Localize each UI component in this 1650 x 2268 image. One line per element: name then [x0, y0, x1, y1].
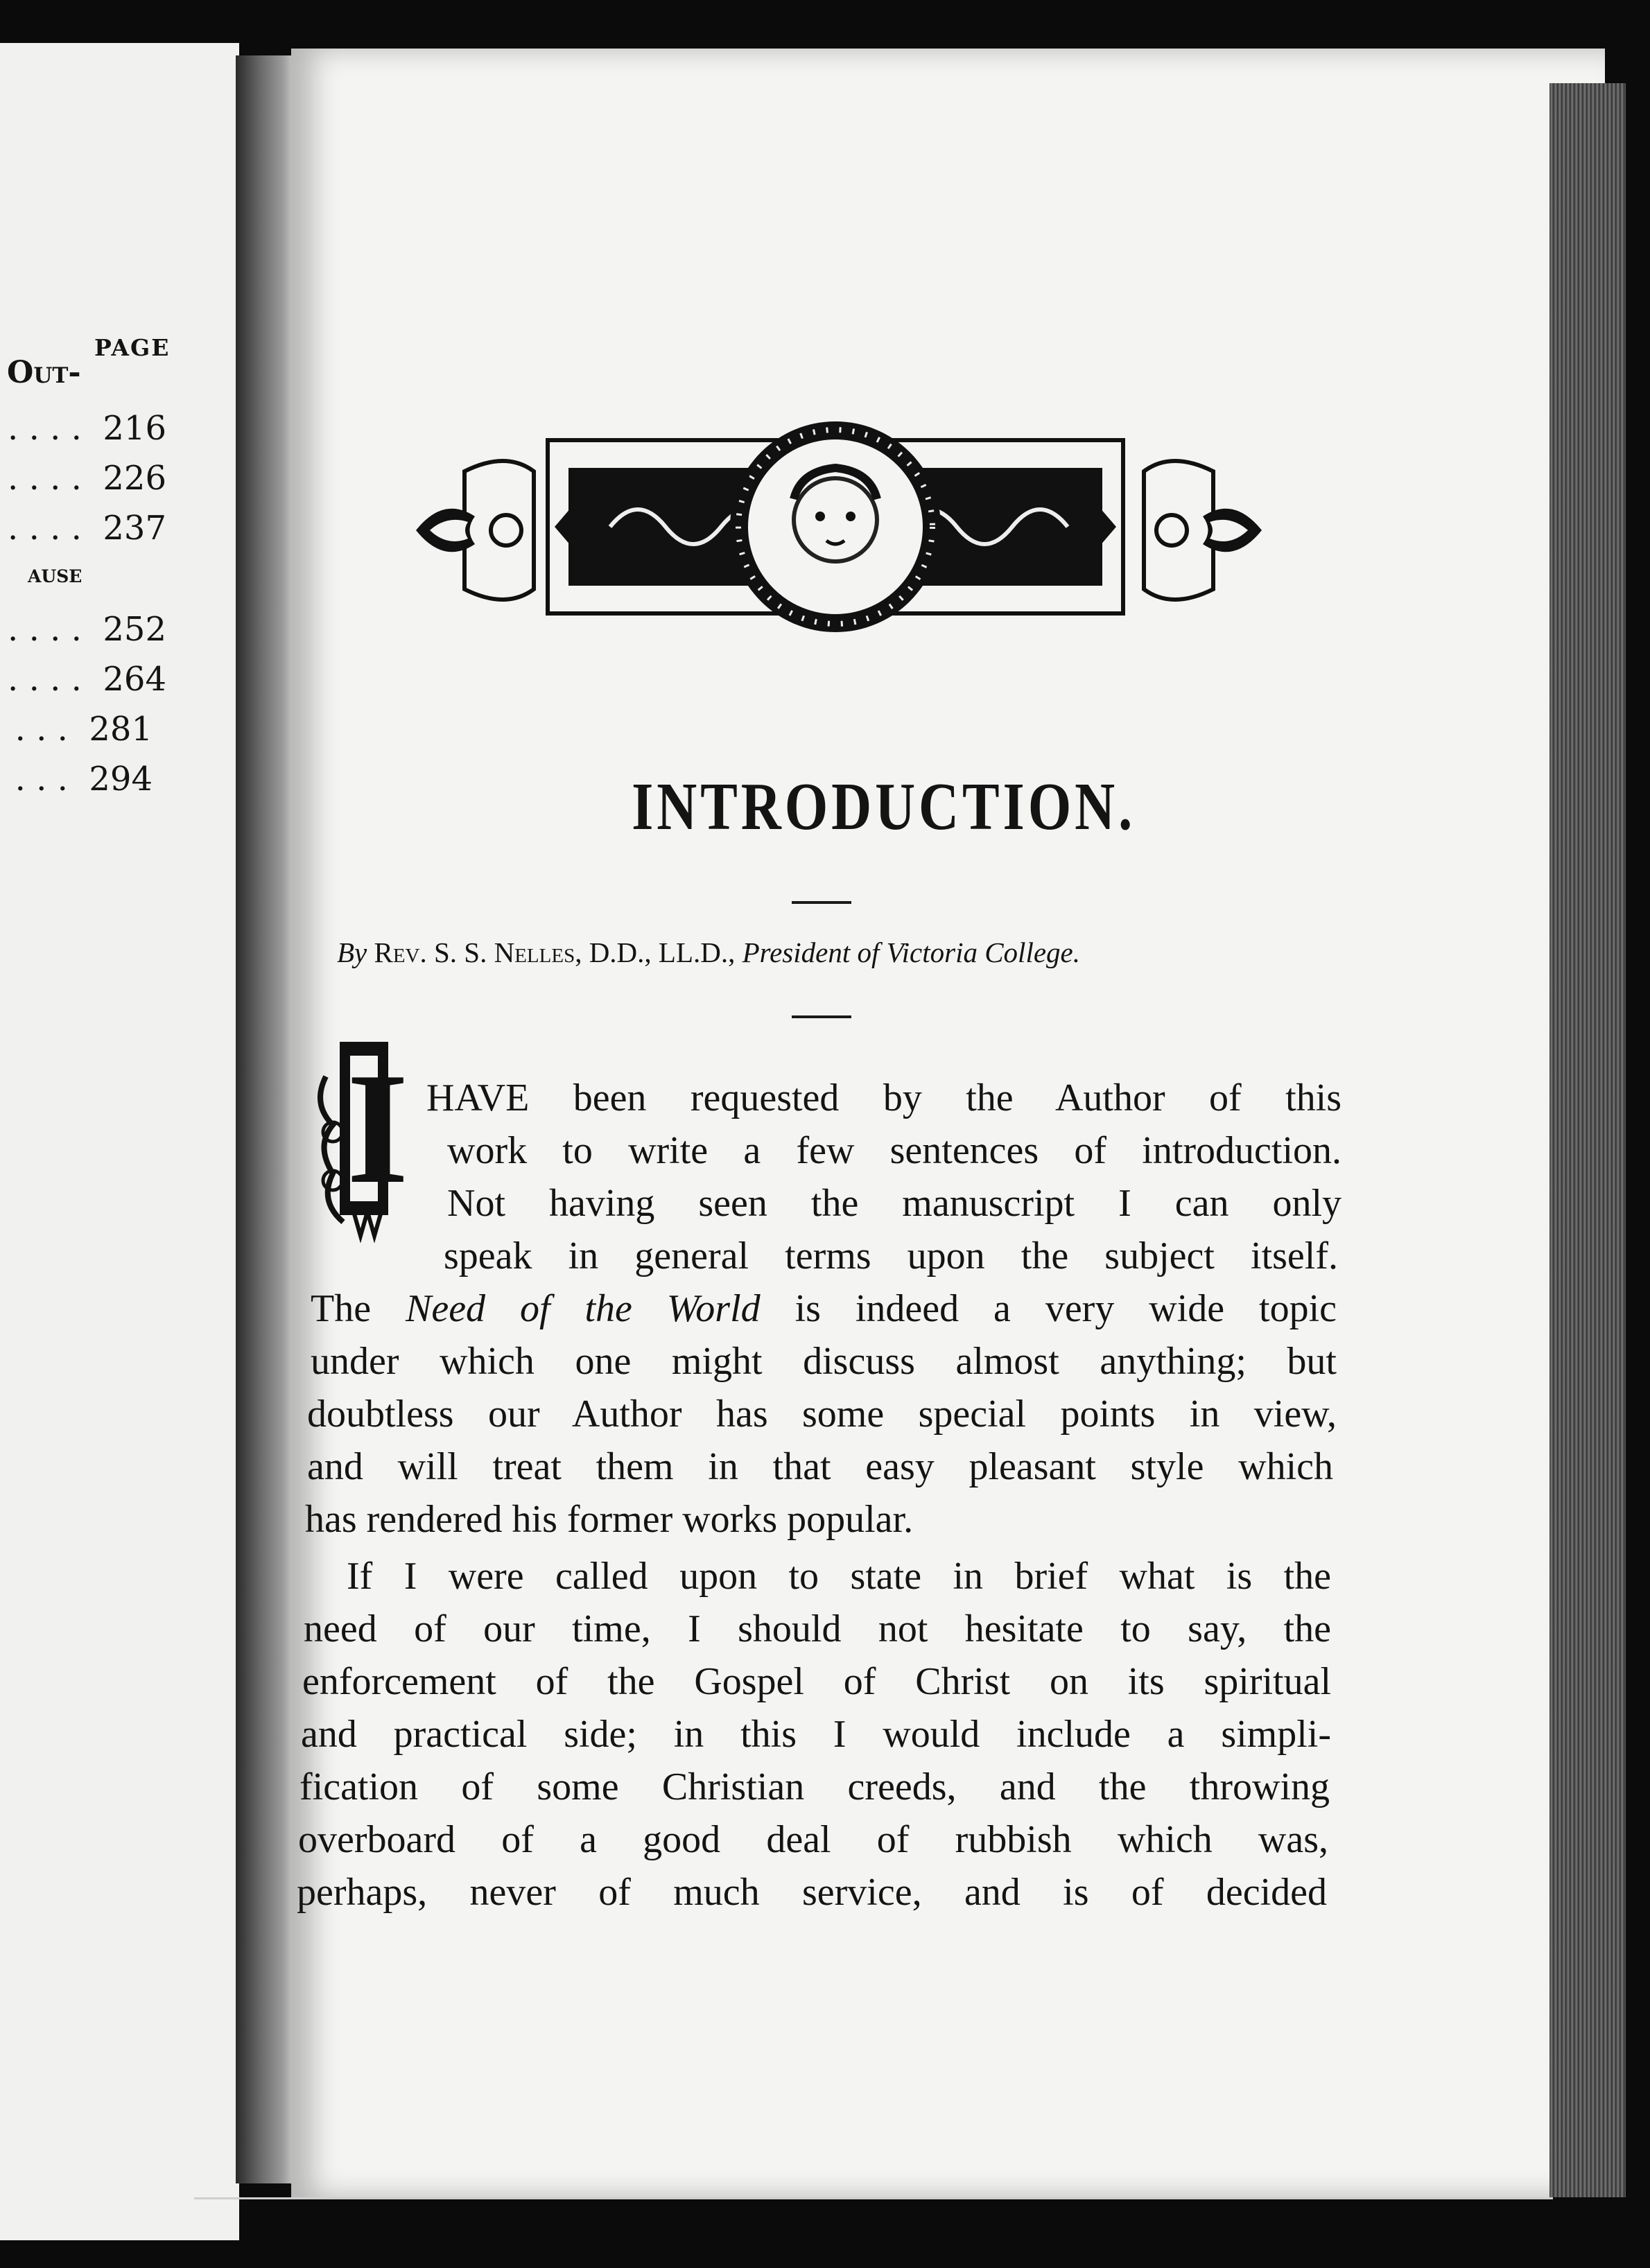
toc-entry: . . . . 226 — [8, 459, 166, 498]
text-line: The Need of the World is indeed a very wide topic — [311, 1287, 1337, 1330]
toc-fragment: ause — [28, 559, 82, 588]
text-line: has rendered his former works popular. — [305, 1498, 914, 1541]
toc-fragment: Out- — [7, 355, 81, 390]
text-line: fication of some Christian creeds, and the throwing — [299, 1765, 1330, 1808]
text-line: Not having seen the manuscript I can only — [447, 1182, 1341, 1225]
drop-cap — [312, 1035, 410, 1243]
text-line: overboard of a good deal of rubbish which was, — [298, 1818, 1328, 1861]
toc-entry: . . . 281 — [15, 710, 153, 749]
toc-entry: . . . . 237 — [8, 509, 166, 548]
text-line: speak in general terms upon the subject itself. — [444, 1235, 1338, 1277]
drop-cap-letter: I — [347, 1040, 409, 1216]
toc-entry: . . . . 264 — [8, 660, 166, 699]
page-edges — [1549, 83, 1626, 2197]
headpiece-ornament — [402, 416, 1276, 638]
text-line: and will treat them in that easy pleasant style which — [307, 1445, 1333, 1488]
text-line: work to write a few sentences of introduction. — [447, 1129, 1341, 1172]
text-line: and practical side; in this I would include a simpli- — [301, 1713, 1331, 1756]
byline-position: President of Victoria College. — [742, 936, 1080, 968]
text-line: enforcement of the Gospel of Christ on its spiritual — [302, 1660, 1331, 1703]
text-line: doubtless our Author has some special points in view, — [307, 1393, 1337, 1436]
text-line: perhaps, never of much service, and is of decided — [297, 1871, 1327, 1914]
byline-author: Rev. S. S. Nelles, D.D., LL.D., — [374, 936, 736, 968]
byline-prefix: By — [337, 936, 367, 968]
toc-entry: . . . . 252 — [8, 610, 166, 649]
toc-page-heading: PAGE — [94, 334, 171, 361]
left-facing-page — [0, 43, 239, 2240]
text-line: If I were called upon to state in brief what is the — [347, 1555, 1331, 1598]
toc-entry: . . . 294 — [15, 760, 153, 799]
byline-rule — [792, 1015, 851, 1018]
bottom-rule — [194, 2197, 1553, 2199]
toc-entry: . . . . 216 — [8, 409, 166, 448]
title-rule — [792, 901, 851, 904]
byline — [337, 936, 1335, 969]
book-gutter — [236, 55, 298, 2183]
text-line: under which one might discuss almost anything; but — [311, 1340, 1337, 1383]
chapter-title: INTRODUCTION. — [632, 769, 1136, 844]
text-line: need of our time, I should not hesitate to say, the — [304, 1607, 1331, 1650]
text-line: HAVE been requested by the Author of this — [426, 1076, 1341, 1119]
